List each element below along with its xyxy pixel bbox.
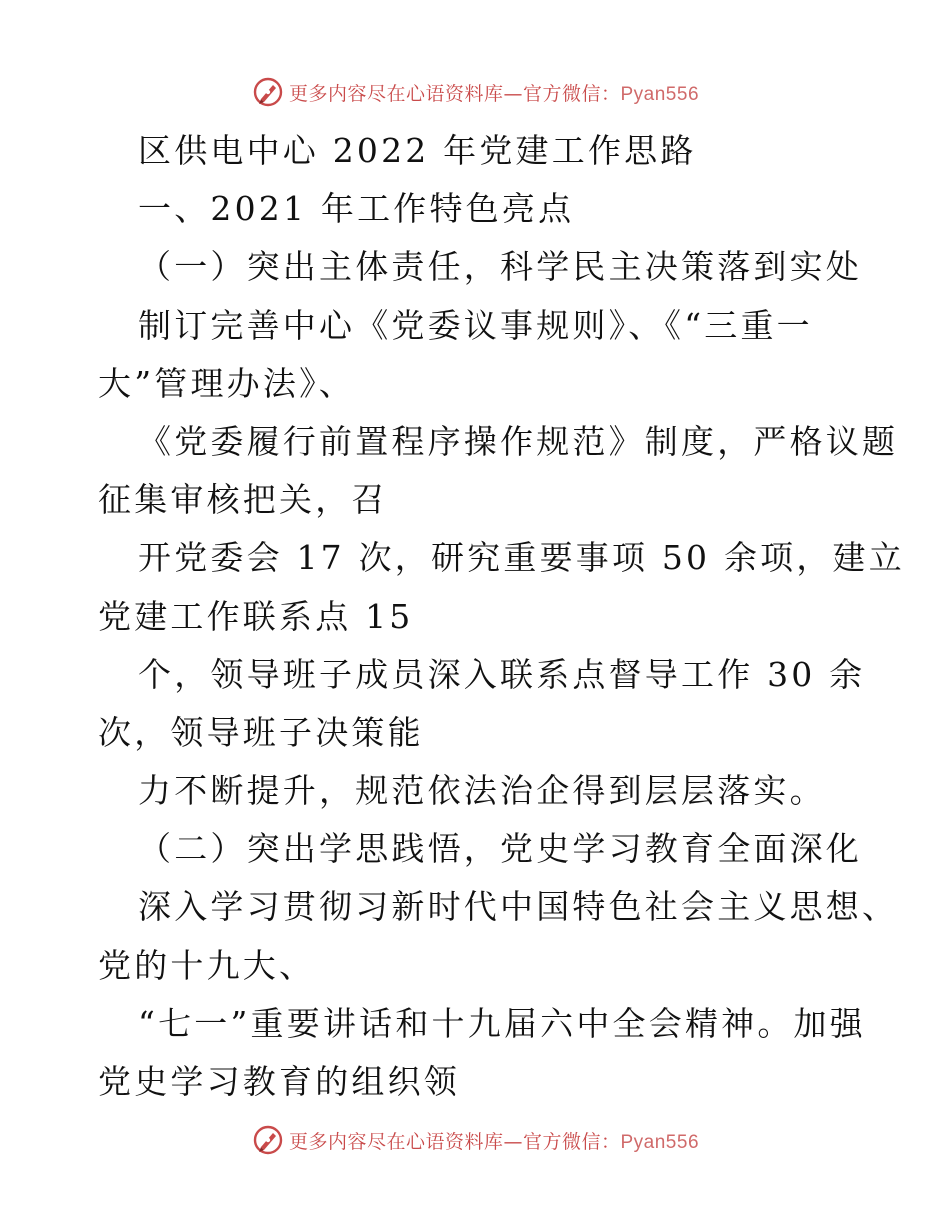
text-line: 区供电中心 2022 年党建工作思路: [138, 131, 697, 170]
pen-logo-icon: [251, 75, 285, 109]
text-line: 开党委会 17 次，研究重要事项 50 余项，建立: [138, 538, 905, 578]
watermark-header: [0, 72, 950, 112]
text-line: 个，领导班子成员深入联系点督导工作 30 余: [138, 654, 866, 694]
text-line: 党建工作联系点 15: [98, 596, 414, 636]
watermark-text: 更多内容尽在心语资料库—官方微信：Pyan556: [288, 1130, 700, 1153]
text-line: 制订完善中心《党委议事规则》、《“三重一: [138, 305, 813, 345]
text-line: 《党委履行前置程序操作规范》制度，严格议题: [138, 421, 899, 461]
text-line: 次，领导班子决策能: [98, 712, 424, 752]
text-line: 力不断提升，规范依法治企得到层层落实。: [138, 771, 826, 811]
text-line: 深入学习贯彻习新时代中国特色社会主义思想、: [138, 887, 899, 927]
text-line: （二）突出学思践悟，党史学习教育全面深化: [138, 829, 862, 869]
document-body: [98, 122, 905, 1111]
text-line: 大”管理办法》、: [98, 363, 355, 403]
text-line: 党的十九大、: [98, 945, 316, 985]
text-line: “七一”重要讲话和十九届六中全会精神。加强: [138, 1003, 866, 1043]
watermark-footer: [0, 1120, 950, 1160]
text-line: （一）突出主体责任，科学民主决策落到实处: [138, 247, 862, 287]
watermark-text: 更多内容尽在心语资料库—官方微信：Pyan556: [288, 82, 700, 105]
text-line: 一、2021 年工作特色亮点: [138, 189, 575, 229]
text-line: 党史学习教育的组织领: [98, 1062, 460, 1101]
text-line: 征集审核把关，召: [98, 480, 388, 520]
pen-logo-icon: [251, 1123, 285, 1157]
